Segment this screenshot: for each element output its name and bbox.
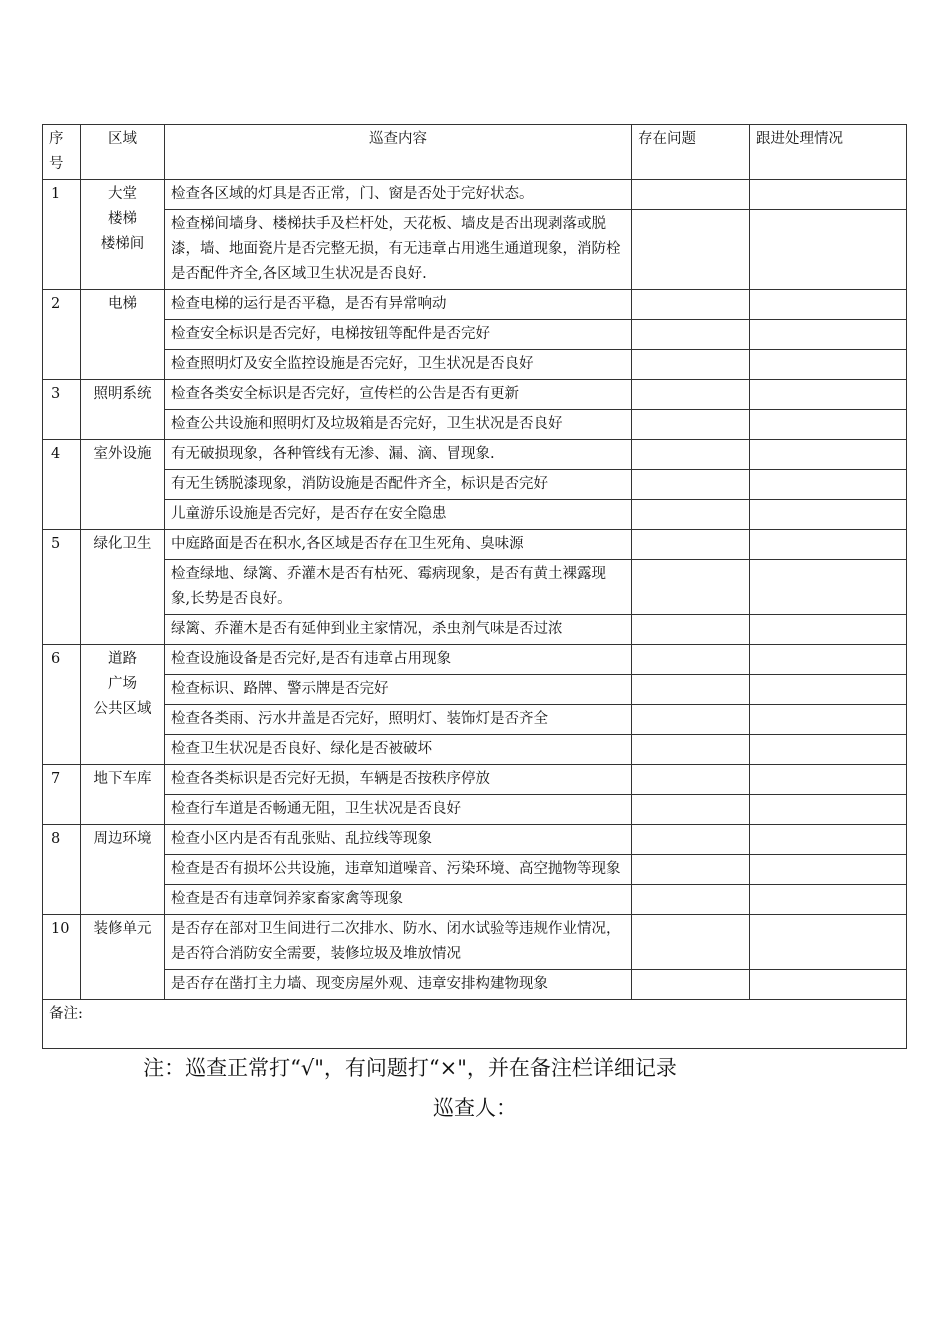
table-row — [43, 735, 907, 765]
inspection-item: 检查卫生状况是否良好、绿化是否被破坏 — [165, 735, 632, 765]
area-cell — [81, 440, 165, 530]
problem-cell[interactable] — [632, 180, 750, 210]
row-number: 10 — [43, 915, 81, 1000]
problem-cell[interactable] — [632, 500, 750, 530]
follow-up-cell[interactable] — [750, 645, 907, 675]
inspection-item: 有无生锈脱漆现象，消防设施是否配件齐全，标识是否完好 — [165, 470, 632, 500]
header-problem: 存在问题 — [632, 125, 750, 180]
inspection-item: 检查各类雨、污水井盖是否完好，照明灯、装饰灯是否齐全 — [165, 705, 632, 735]
area-label: 电梯 — [108, 296, 137, 312]
row-number: 3 — [43, 380, 81, 440]
follow-up-cell[interactable] — [750, 380, 907, 410]
row-number: 2 — [43, 290, 81, 380]
follow-up-cell[interactable] — [750, 560, 907, 615]
remarks-cell[interactable]: 备注: — [43, 1000, 907, 1049]
header-no: 序号 — [43, 125, 81, 180]
area-cell — [81, 290, 165, 380]
inspection-item: 检查各类标识是否完好无损，车辆是否按秩序停放 — [165, 765, 632, 795]
area-label: 装修单元 — [93, 921, 152, 937]
problem-cell[interactable] — [632, 855, 750, 885]
problem-cell[interactable] — [632, 645, 750, 675]
table-row — [43, 350, 907, 380]
problem-cell[interactable] — [632, 560, 750, 615]
table-row — [43, 825, 907, 855]
inspection-item: 检查电梯的运行是否平稳，是否有异常响动 — [165, 290, 632, 320]
remarks-row — [43, 1000, 907, 1049]
problem-cell[interactable] — [632, 440, 750, 470]
follow-up-cell[interactable] — [750, 350, 907, 380]
follow-up-cell[interactable] — [750, 855, 907, 885]
area-label: 室外设施 — [93, 446, 152, 462]
inspection-item: 检查绿地、绿篱、乔灌木是否有枯死、霉病现象，是否有黄土裸露现象,长势是否良好。 — [165, 560, 632, 615]
table-row — [43, 320, 907, 350]
inspection-item: 检查安全标识是否完好，电梯按钮等配件是否完好 — [165, 320, 632, 350]
inspection-item: 检查行车道是否畅通无阻，卫生状况是否良好 — [165, 795, 632, 825]
area-cell — [81, 915, 165, 1000]
row-number: 4 — [43, 440, 81, 530]
inspection-item: 是否存在部对卫生间进行二次排水、防水、闭水试验等违规作业情况，是否符合消防安全需要，装修垃圾及堆放情况 — [165, 915, 632, 970]
inspection-item: 检查小区内是否有乱张贴、乱拉线等现象 — [165, 825, 632, 855]
row-number: 8 — [43, 825, 81, 915]
area-cell — [81, 180, 165, 290]
area-label: 地下车库 — [93, 771, 152, 787]
inspector-label: 巡查人： — [433, 1096, 517, 1120]
area-label: 绿化卫生 — [93, 536, 152, 552]
inspection-item: 中庭路面是否在积水,各区域是否存在卫生死角、臭味源 — [165, 530, 632, 560]
table-row — [43, 470, 907, 500]
table-row — [43, 180, 907, 210]
problem-cell[interactable] — [632, 320, 750, 350]
table-row — [43, 795, 907, 825]
area-label: 道路 — [108, 651, 137, 667]
table-body — [43, 180, 907, 1000]
table-row — [43, 765, 907, 795]
follow-up-cell[interactable] — [750, 440, 907, 470]
problem-cell[interactable] — [632, 410, 750, 440]
row-number: 1 — [43, 180, 81, 290]
inspection-item: 检查设施设备是否完好,是否有违章占用现象 — [165, 645, 632, 675]
table-row — [43, 675, 907, 705]
table-row — [43, 560, 907, 615]
table-row — [43, 500, 907, 530]
area-cell — [81, 645, 165, 765]
table-row — [43, 210, 907, 290]
inspection-item: 有无破损现象，各种管线有无渗、漏、滴、冒现象. — [165, 440, 632, 470]
inspection-item: 儿童游乐设施是否完好，是否存在安全隐患 — [165, 500, 632, 530]
follow-up-cell[interactable] — [750, 320, 907, 350]
table-row — [43, 645, 907, 675]
follow-up-cell[interactable] — [750, 795, 907, 825]
table-row — [43, 970, 907, 1000]
follow-up-cell[interactable] — [750, 470, 907, 500]
problem-cell[interactable] — [632, 795, 750, 825]
table-row — [43, 855, 907, 885]
table-row — [43, 615, 907, 645]
area-label: 广场 — [108, 676, 137, 692]
area-label: 周边环境 — [93, 831, 152, 847]
problem-cell[interactable] — [632, 290, 750, 320]
problem-cell[interactable] — [632, 735, 750, 765]
area-label: 照明系统 — [93, 386, 152, 402]
area-label: 大堂 — [108, 186, 137, 202]
table-row — [43, 915, 907, 970]
follow-up-cell[interactable] — [750, 290, 907, 320]
follow-up-cell[interactable] — [750, 765, 907, 795]
problem-cell[interactable] — [632, 765, 750, 795]
follow-up-cell[interactable] — [750, 615, 907, 645]
inspection-item: 绿篱、乔灌木是否有延伸到业主家情况，杀虫剂气味是否过浓 — [165, 615, 632, 645]
header-content: 巡查内容 — [165, 125, 632, 180]
follow-up-cell[interactable] — [750, 735, 907, 765]
header-area: 区域 — [81, 125, 165, 180]
area-label: 公共区域 — [93, 701, 152, 717]
problem-cell[interactable] — [632, 675, 750, 705]
footer-note: 注：巡查正常打“√"，有问题打“×"，并在备注栏详细记录 — [143, 1056, 677, 1080]
table-row — [43, 530, 907, 560]
inspection-item: 检查标识、路牌、警示牌是否完好 — [165, 675, 632, 705]
inspection-item: 检查是否有损坏公共设施，违章知道噪音、污染环境、高空抛物等现象 — [165, 855, 632, 885]
problem-cell[interactable] — [632, 380, 750, 410]
table-row — [43, 410, 907, 440]
problem-cell[interactable] — [632, 970, 750, 1000]
area-cell — [81, 530, 165, 645]
follow-up-cell[interactable] — [750, 530, 907, 560]
inspection-table — [42, 124, 907, 1049]
row-number: 7 — [43, 765, 81, 825]
header-row — [43, 125, 907, 180]
area-label: 楼梯间 — [100, 236, 145, 252]
inspection-item: 检查各区域的灯具是否正常，门、窗是否处于完好状态。 — [165, 180, 632, 210]
problem-cell[interactable] — [632, 825, 750, 855]
problem-cell[interactable] — [632, 615, 750, 645]
inspection-item: 检查照明灯及安全监控设施是否完好，卫生状况是否良好 — [165, 350, 632, 380]
problem-cell[interactable] — [632, 705, 750, 735]
inspection-item: 检查是否有违章饲养家畜家禽等现象 — [165, 885, 632, 915]
inspection-item: 检查各类安全标识是否完好，宣传栏的公告是否有更新 — [165, 380, 632, 410]
problem-cell[interactable] — [632, 530, 750, 560]
follow-up-cell[interactable] — [750, 970, 907, 1000]
follow-up-cell[interactable] — [750, 410, 907, 440]
follow-up-cell[interactable] — [750, 210, 907, 290]
follow-up-cell[interactable] — [750, 675, 907, 705]
follow-up-cell[interactable] — [750, 825, 907, 855]
follow-up-cell[interactable] — [750, 180, 907, 210]
inspection-item: 检查公共设施和照明灯及垃圾箱是否完好，卫生状况是否良好 — [165, 410, 632, 440]
header-follow: 跟进处理情况 — [750, 125, 907, 180]
follow-up-cell[interactable] — [750, 705, 907, 735]
table-row — [43, 705, 907, 735]
follow-up-cell[interactable] — [750, 885, 907, 915]
problem-cell[interactable] — [632, 350, 750, 380]
area-cell — [81, 825, 165, 915]
table-row — [43, 380, 907, 410]
table-row — [43, 885, 907, 915]
inspection-item: 是否存在凿打主力墙、现变房屋外观、违章安排构建物现象 — [165, 970, 632, 1000]
row-number: 5 — [43, 530, 81, 645]
problem-cell[interactable] — [632, 470, 750, 500]
area-cell — [81, 380, 165, 440]
problem-cell[interactable] — [632, 915, 750, 970]
area-label: 楼梯 — [108, 211, 137, 227]
follow-up-cell[interactable] — [750, 915, 907, 970]
inspection-item: 检查梯间墙身、楼梯扶手及栏杆处，天花板、墙皮是否出现剥落或脱漆，墙、地面瓷片是否完整无损，有无违章占用逃生通道现象，消防栓是否配件齐全,各区域卫生状况是否良好. — [165, 210, 632, 290]
follow-up-cell[interactable] — [750, 500, 907, 530]
table-row — [43, 290, 907, 320]
area-cell — [81, 765, 165, 825]
problem-cell[interactable] — [632, 210, 750, 290]
table-row — [43, 440, 907, 470]
row-number: 6 — [43, 645, 81, 765]
problem-cell[interactable] — [632, 885, 750, 915]
